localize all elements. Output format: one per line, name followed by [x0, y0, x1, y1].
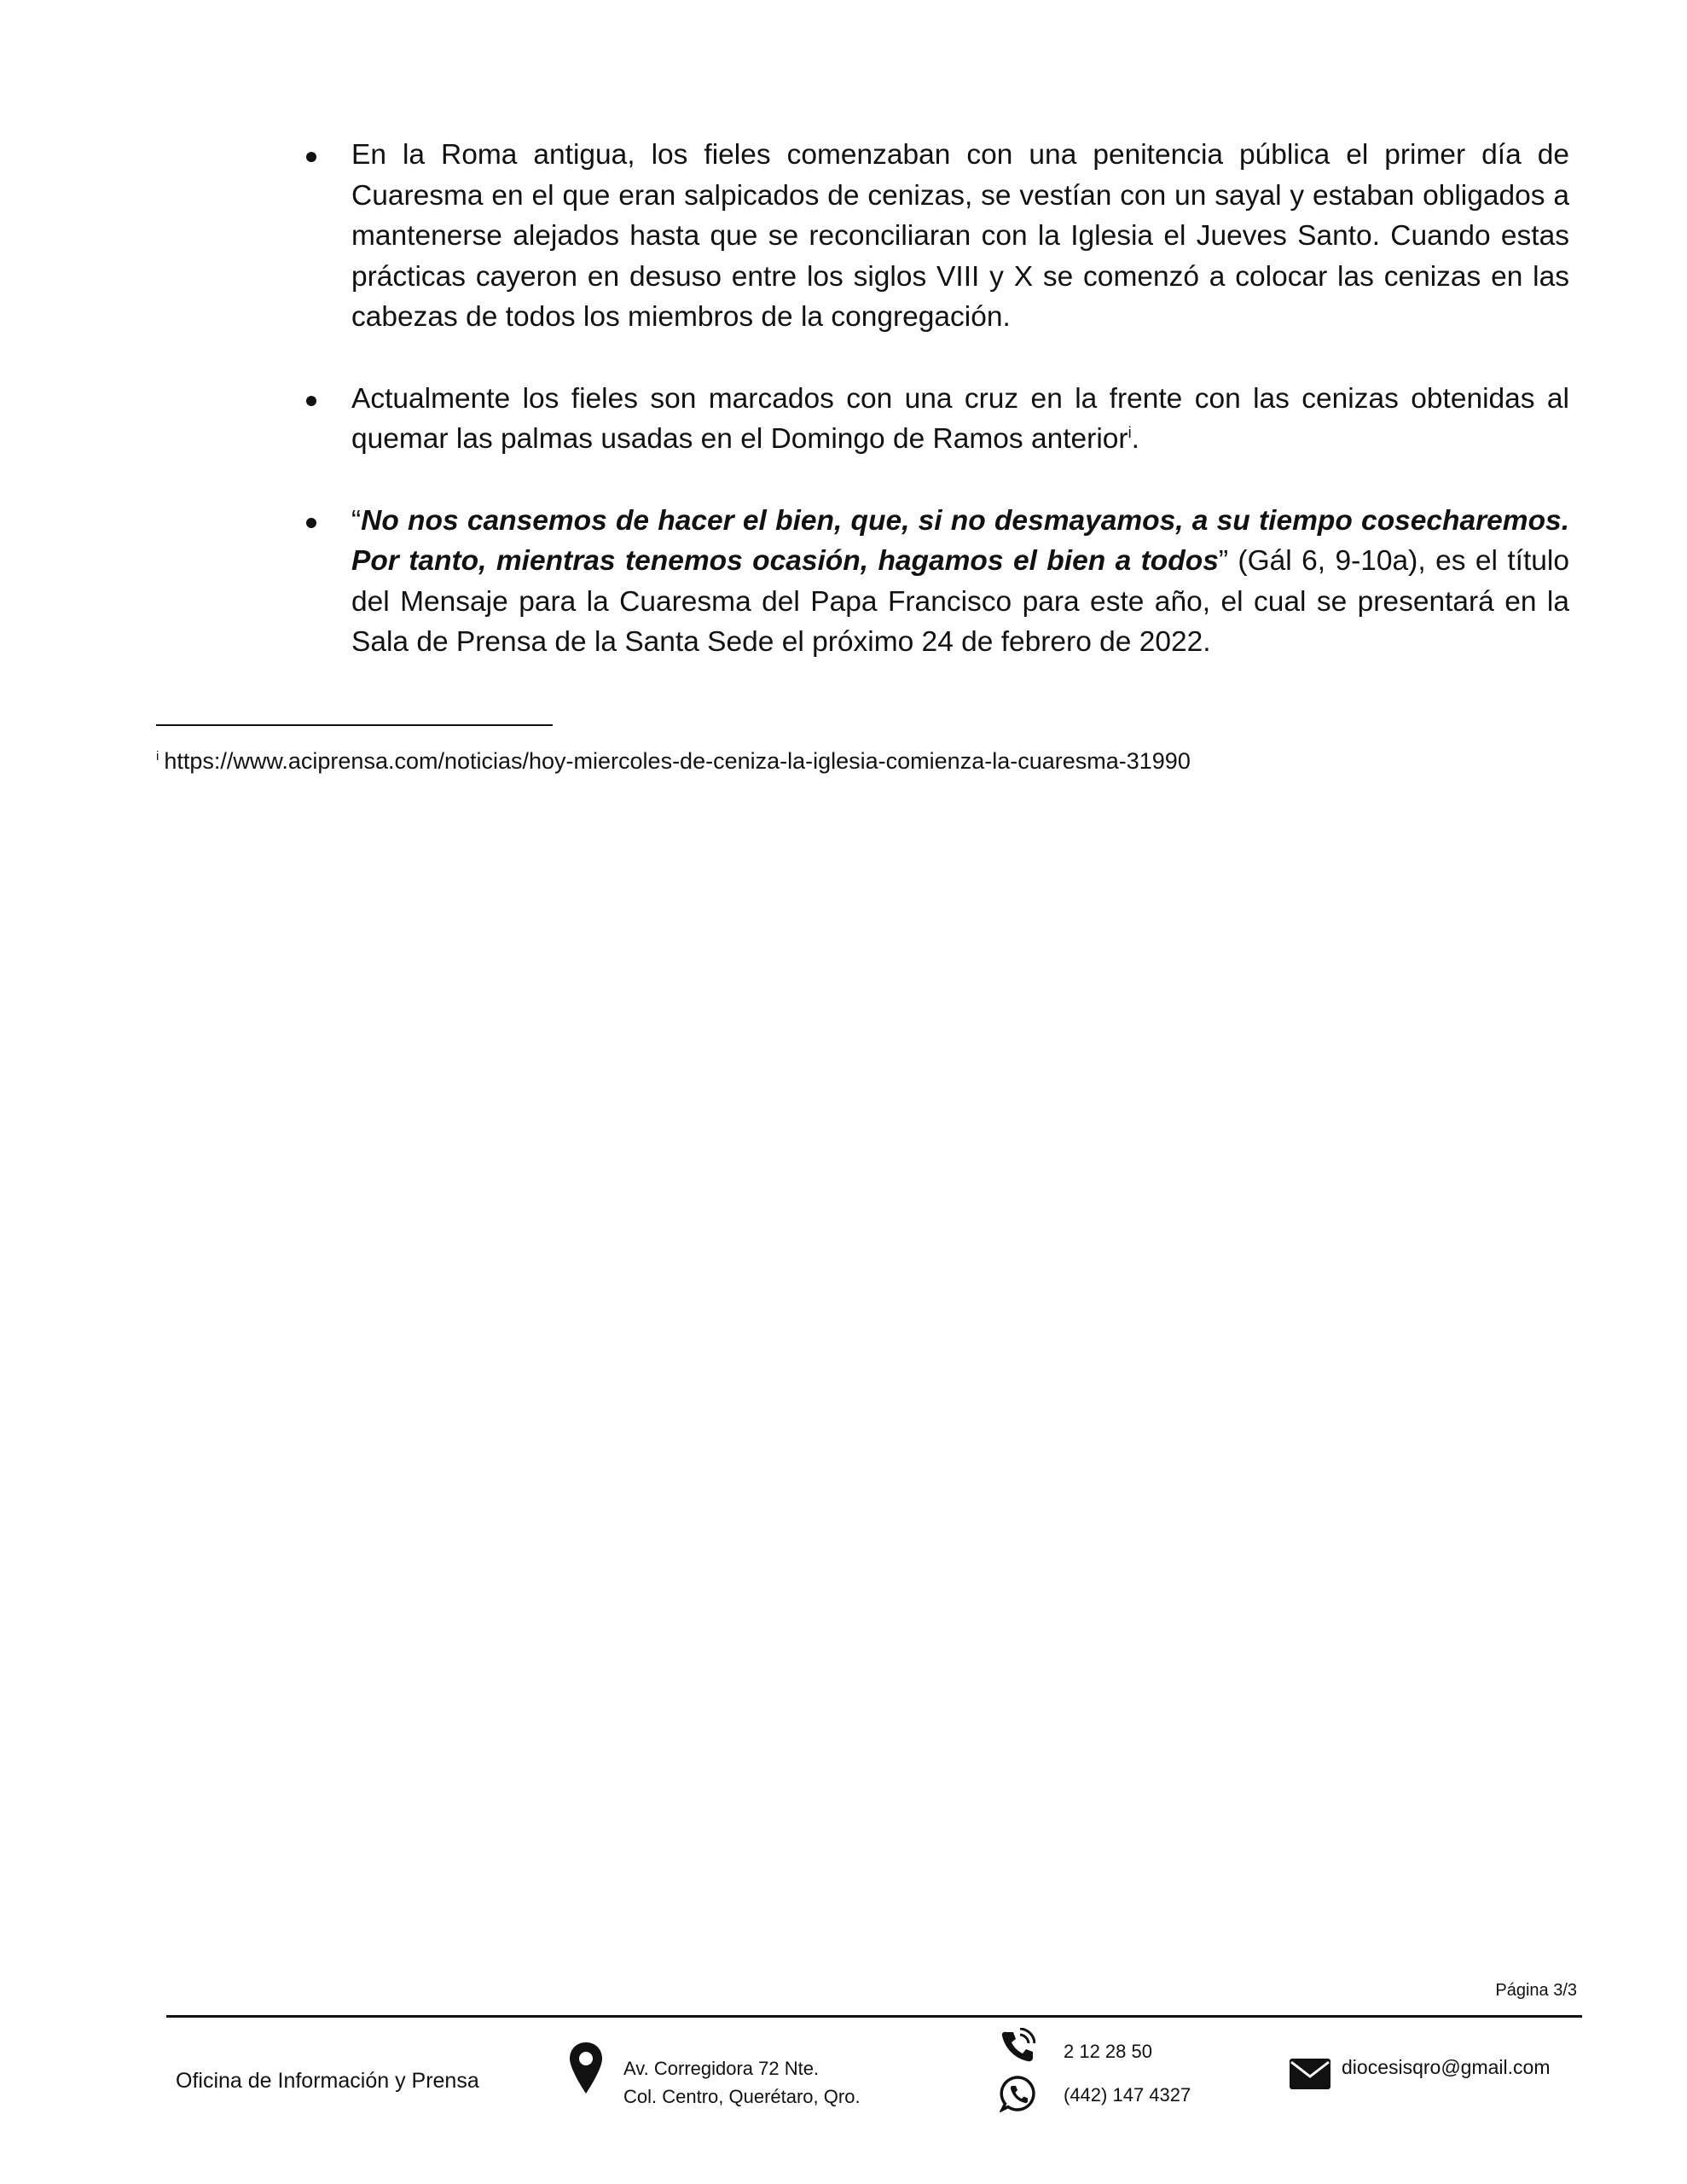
whatsapp-icon: [1000, 2075, 1037, 2112]
bullet-point: [306, 396, 316, 406]
footnote-marker: i: [156, 749, 159, 764]
list-item: [299, 379, 1569, 460]
bullet-text: (Gál 6, 9-10a), es el título del Mensaje para la Cuaresma del Papa Francisco para este año, el cual se presentará en la Sala de Prensa de la Santa Sede el próximo 24 de febrero de 2022.: [351, 545, 1570, 658]
bullet-point: [306, 518, 316, 528]
footer-phone: 2 12 28 50: [1064, 2041, 1152, 2062]
footnote-reference[interactable]: i: [1128, 423, 1132, 441]
map-pin-icon: [568, 2041, 604, 2095]
footer-divider: [166, 2015, 1582, 2018]
footer-office-name: Oficina de Información y Prensa: [176, 2069, 479, 2093]
footnote: [156, 746, 1191, 775]
address-line-1: Av. Corregidora 72 Nte.: [623, 2058, 820, 2079]
footnote-link[interactable]: https://www.aciprensa.com/noticias/hoy-miercoles-de-ceniza-la-iglesia-comienza-la-cuaresma-31990: [164, 748, 1191, 774]
address-line-2: Col. Centro, Querétaro, Qro.: [623, 2086, 861, 2107]
quote-open-mark: “: [351, 504, 362, 537]
page-number: Página 3/3: [1495, 1981, 1577, 2000]
bullet-point: [306, 152, 316, 162]
bullet-list: [299, 135, 1569, 704]
footer-email[interactable]: diocesisqro@gmail.com: [1342, 2056, 1551, 2078]
bullet-text: En la Roma antigua, los fieles comenzaban con una penitencia pública el primer día de Cuaresma en el que eran salpicados de cenizas, se vestían con un sayal y estaban obligados a mantenerse alejados hasta que se reconciliaran con la Iglesia el Jueves Santo. Cuando estas prácticas cayeron en desuso entre los siglos VIII y X se comenzó a colocar las cenizas en las cabezas de todos los miembros de la congregación.: [351, 139, 1569, 333]
quote-close-mark: ”: [1218, 545, 1228, 577]
list-item: [299, 501, 1569, 663]
bullet-text: Actualmente los fieles son marcados con una cruz en la frente con las cenizas obtenidas al quemar las palmas usadas en el Domingo de Ramos anterior: [351, 382, 1569, 455]
footer-address: [623, 2054, 861, 2111]
list-item: [299, 135, 1569, 338]
footnote-separator: [156, 724, 553, 726]
footer-whatsapp: (442) 147 4327: [1064, 2084, 1191, 2106]
bullet-text-end: .: [1131, 423, 1139, 455]
bible-quote: No nos cansemos de hacer el bien, que, si no desmayamos, a su tiempo cosecharemos. Por tanto, mientras tenemos ocasión, hagamos el bien a todos: [351, 504, 1569, 577]
phone-icon: [1000, 2028, 1035, 2064]
envelope-icon: [1289, 2057, 1331, 2091]
